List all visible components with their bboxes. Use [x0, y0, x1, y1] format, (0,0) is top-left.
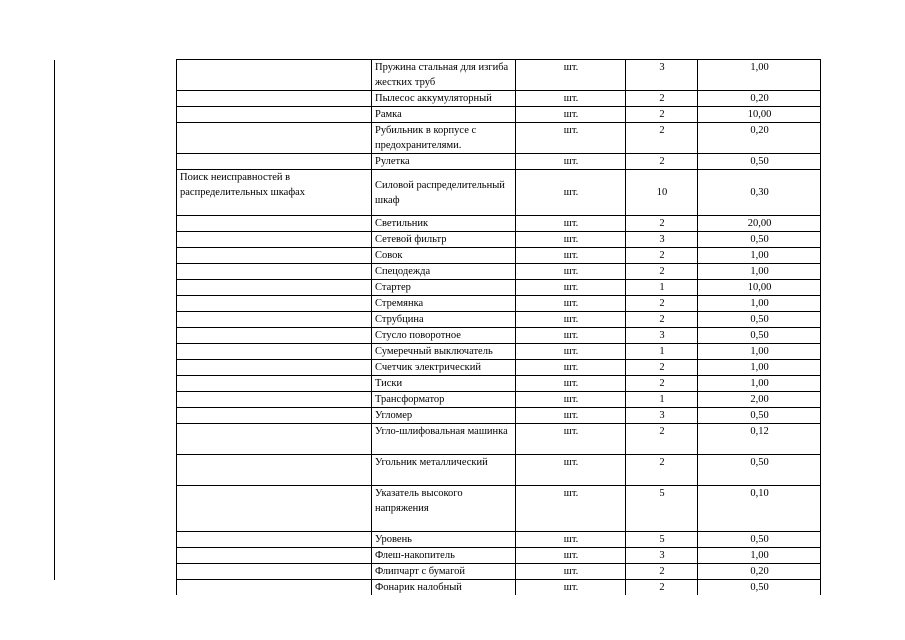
section-cell [177, 296, 372, 312]
unit-cell: шт. [516, 486, 626, 532]
quantity-cell: 3 [626, 328, 698, 344]
item-name-cell: Пылесос аккумуляторный [372, 91, 516, 107]
section-cell [177, 548, 372, 564]
quantity-cell: 2 [626, 107, 698, 123]
table-row [177, 548, 821, 564]
item-name-cell: Флипчарт с бумагой [372, 564, 516, 580]
quantity-cell: 1 [626, 280, 698, 296]
unit-cell: шт. [516, 424, 626, 455]
table-row [177, 264, 821, 280]
item-name-cell: Совок [372, 248, 516, 264]
section-cell [177, 344, 372, 360]
quantity-cell: 2 [626, 424, 698, 455]
table-row [177, 486, 821, 532]
table-row [177, 564, 821, 580]
unit-cell: шт. [516, 280, 626, 296]
table-row [177, 107, 821, 123]
section-cell [177, 580, 372, 596]
unit-cell: шт. [516, 248, 626, 264]
item-name-cell: Стремянка [372, 296, 516, 312]
section-cell [177, 232, 372, 248]
item-name-cell: Тиски [372, 376, 516, 392]
value-cell: 0,50 [698, 328, 821, 344]
quantity-cell: 2 [626, 360, 698, 376]
unit-cell: шт. [516, 344, 626, 360]
item-name-cell: Рулетка [372, 154, 516, 170]
unit-cell: шт. [516, 154, 626, 170]
unit-cell: шт. [516, 123, 626, 154]
unit-cell: шт. [516, 392, 626, 408]
value-cell: 1,00 [698, 360, 821, 376]
value-cell: 0,12 [698, 424, 821, 455]
unit-cell: шт. [516, 376, 626, 392]
item-name-cell: Сумеречный выключатель [372, 344, 516, 360]
table-row [177, 424, 821, 455]
value-cell: 10,00 [698, 107, 821, 123]
item-name-cell: Светильник [372, 216, 516, 232]
value-cell: 0,50 [698, 154, 821, 170]
table-row [177, 60, 821, 91]
section-cell [177, 280, 372, 296]
item-name-cell: Счетчик электрический [372, 360, 516, 376]
quantity-cell: 2 [626, 123, 698, 154]
value-cell: 0,50 [698, 312, 821, 328]
item-name-cell: Стартер [372, 280, 516, 296]
quantity-cell: 3 [626, 232, 698, 248]
quantity-cell: 2 [626, 564, 698, 580]
item-name-cell: Угло-шлифовальная машинка [372, 424, 516, 455]
table-row [177, 344, 821, 360]
section-cell [177, 392, 372, 408]
section-cell [177, 60, 372, 91]
quantity-cell: 3 [626, 408, 698, 424]
section-cell [177, 264, 372, 280]
unit-cell: шт. [516, 107, 626, 123]
item-name-cell: Угломер [372, 408, 516, 424]
unit-cell: шт. [516, 328, 626, 344]
unit-cell: шт. [516, 564, 626, 580]
unit-cell: шт. [516, 264, 626, 280]
value-cell: 1,00 [698, 248, 821, 264]
section-cell [177, 154, 372, 170]
value-cell: 1,00 [698, 264, 821, 280]
value-cell: 10,00 [698, 280, 821, 296]
value-cell: 1,00 [698, 344, 821, 360]
section-cell [177, 408, 372, 424]
quantity-cell: 3 [626, 60, 698, 91]
section-cell [177, 486, 372, 532]
table-row [177, 170, 821, 216]
page-margin-line [54, 60, 55, 580]
unit-cell: шт. [516, 296, 626, 312]
quantity-cell: 5 [626, 486, 698, 532]
unit-cell: шт. [516, 548, 626, 564]
quantity-cell: 2 [626, 376, 698, 392]
table-row [177, 360, 821, 376]
table-row [177, 328, 821, 344]
unit-cell: шт. [516, 455, 626, 486]
value-cell: 0,10 [698, 486, 821, 532]
unit-cell: шт. [516, 360, 626, 376]
table-row [177, 296, 821, 312]
table-row [177, 248, 821, 264]
value-cell: 0,20 [698, 564, 821, 580]
section-cell [177, 455, 372, 486]
value-cell: 0,50 [698, 455, 821, 486]
quantity-cell: 2 [626, 455, 698, 486]
section-cell [177, 328, 372, 344]
value-cell: 1,00 [698, 548, 821, 564]
quantity-cell: 2 [626, 312, 698, 328]
item-name-cell: Силовой распределительный шкаф [372, 170, 516, 216]
value-cell: 1,00 [698, 376, 821, 392]
table-row [177, 216, 821, 232]
unit-cell: шт. [516, 532, 626, 548]
table-row [177, 532, 821, 548]
table-row [177, 91, 821, 107]
quantity-cell: 2 [626, 296, 698, 312]
section-cell [177, 216, 372, 232]
item-name-cell: Сетевой фильтр [372, 232, 516, 248]
unit-cell: шт. [516, 170, 626, 216]
quantity-cell: 5 [626, 532, 698, 548]
quantity-cell: 3 [626, 548, 698, 564]
item-name-cell: Стусло поворотное [372, 328, 516, 344]
section-cell [177, 360, 372, 376]
item-name-cell: Спецодежда [372, 264, 516, 280]
table-row [177, 312, 821, 328]
value-cell: 0,50 [698, 408, 821, 424]
value-cell: 1,00 [698, 296, 821, 312]
quantity-cell: 2 [626, 216, 698, 232]
quantity-cell: 2 [626, 248, 698, 264]
section-cell [177, 312, 372, 328]
unit-cell: шт. [516, 216, 626, 232]
quantity-cell: 1 [626, 392, 698, 408]
section-cell [177, 424, 372, 455]
item-name-cell: Рубильник в корпусе с предохранителями. [372, 123, 516, 154]
unit-cell: шт. [516, 91, 626, 107]
equipment-table-body [177, 60, 821, 596]
unit-cell: шт. [516, 312, 626, 328]
section-cell [177, 107, 372, 123]
quantity-cell: 10 [626, 170, 698, 216]
table-row [177, 392, 821, 408]
item-name-cell: Рамка [372, 107, 516, 123]
item-name-cell: Трансформатор [372, 392, 516, 408]
quantity-cell: 2 [626, 154, 698, 170]
equipment-table [176, 59, 821, 595]
value-cell: 0,50 [698, 532, 821, 548]
value-cell: 0,50 [698, 580, 821, 596]
section-cell [177, 564, 372, 580]
table-row [177, 123, 821, 154]
unit-cell: шт. [516, 60, 626, 91]
table-row [177, 154, 821, 170]
quantity-cell: 2 [626, 580, 698, 596]
value-cell: 0,20 [698, 91, 821, 107]
table-row [177, 408, 821, 424]
quantity-cell: 2 [626, 264, 698, 280]
table-row [177, 455, 821, 486]
item-name-cell: Угольник металлический [372, 455, 516, 486]
section-cell [177, 91, 372, 107]
value-cell: 20,00 [698, 216, 821, 232]
section-cell [177, 123, 372, 154]
unit-cell: шт. [516, 580, 626, 596]
table-row [177, 376, 821, 392]
table-row [177, 232, 821, 248]
quantity-cell: 2 [626, 91, 698, 107]
item-name-cell: Флеш-накопитель [372, 548, 516, 564]
item-name-cell: Указатель высокого напряжения [372, 486, 516, 532]
item-name-cell: Фонарик налобный [372, 580, 516, 596]
item-name-cell: Пружина стальная для изгиба жестких труб [372, 60, 516, 91]
value-cell: 0,20 [698, 123, 821, 154]
table-row [177, 580, 821, 596]
unit-cell: шт. [516, 408, 626, 424]
value-cell: 0,30 [698, 170, 821, 216]
item-name-cell: Уровень [372, 532, 516, 548]
unit-cell: шт. [516, 232, 626, 248]
value-cell: 0,50 [698, 232, 821, 248]
value-cell: 1,00 [698, 60, 821, 91]
section-cell [177, 532, 372, 548]
value-cell: 2,00 [698, 392, 821, 408]
section-cell [177, 376, 372, 392]
item-name-cell: Струбцина [372, 312, 516, 328]
table-row [177, 280, 821, 296]
quantity-cell: 1 [626, 344, 698, 360]
section-cell [177, 248, 372, 264]
section-cell: Поиск неисправностей в распределительных шкафах [177, 170, 372, 216]
